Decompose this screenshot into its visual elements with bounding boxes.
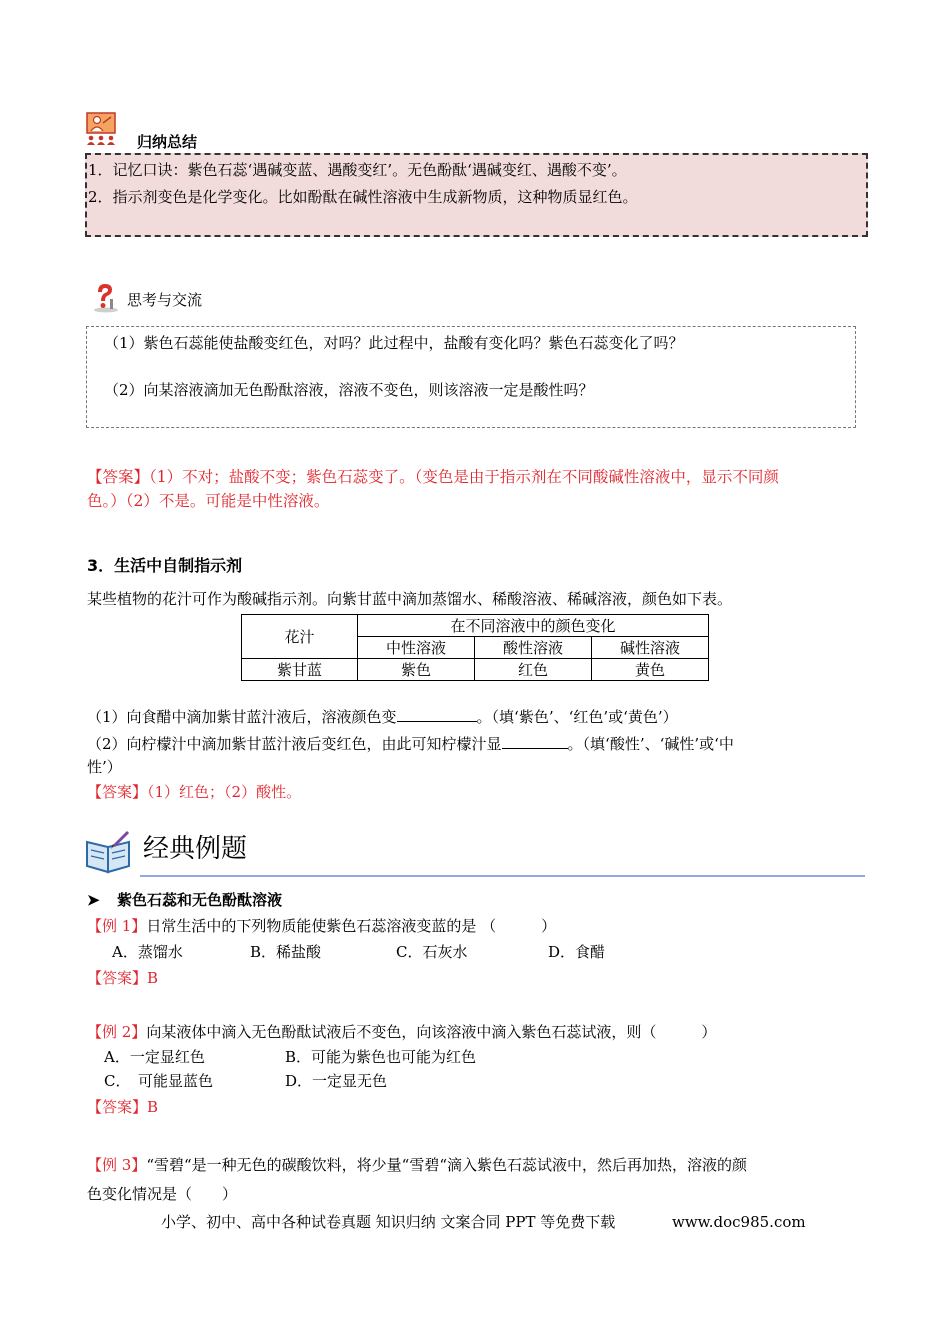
table-cell-alkaline: 黄色 (592, 659, 709, 681)
think-question-2: （2）向某溶液滴加无色酚酞溶液，溶液不变色，则该溶液一定是酸性吗？ (104, 381, 594, 399)
table-row-name: 紫甘蓝 (242, 659, 358, 681)
example-1-option-d: D．食醋 (548, 943, 606, 961)
answer-blank-1[interactable] (397, 706, 477, 722)
example-2-option-d: D．一定显无色 (285, 1072, 388, 1090)
topic-text: 紫色石蕊和无色酚酞溶液 (117, 891, 283, 909)
example-3-question-cont: 色变化情况是（ ） (87, 1185, 238, 1203)
examples-heading: 经典例题 (143, 834, 248, 864)
question-mark-icon (88, 281, 120, 313)
examples-divider (140, 875, 865, 877)
think-answer-line-1: 【答案】（1）不对；盐酸不变；紫色石蕊变了。（变色是由于指示剂在不同酸碱性溶液中，显示不同颜 (87, 468, 779, 486)
think-answer-line-2: 色。）（2）不是。可能是中性溶液。 (87, 492, 330, 510)
table-row-header: 花汁 (242, 615, 358, 659)
example-1-question (87, 916, 556, 936)
example-3-question (87, 1155, 747, 1175)
question-2-text: （2）向柠檬汁中滴加紫甘蓝汁液后变红色，由此可知柠檬汁显 (87, 735, 502, 753)
section-3-question-2 (87, 733, 734, 754)
example-1-option-b: B．稀盐酸 (250, 943, 322, 961)
section-3-answer: 【答案】（1）红色；（2）酸性。 (87, 783, 302, 801)
answer-blank-2[interactable] (502, 733, 568, 749)
example-3-label: 【例 3】 (87, 1156, 147, 1174)
example-2-answer: 【答案】B (87, 1098, 159, 1116)
section-3-heading: 3．生活中自制指示剂 (87, 556, 243, 575)
table-col-acidic: 酸性溶液 (475, 637, 592, 659)
example-2-option-b: B．可能为紫色也可能为红色 (285, 1048, 477, 1066)
color-table (241, 614, 709, 681)
example-2-question (87, 1022, 716, 1042)
summary-line-2: 2．指示剂变色是化学变化。比如酚酞在碱性溶液中生成新物质，这种物质显红色。 (88, 188, 638, 206)
question-1-text: （1）向食醋中滴加紫甘蓝汁液后，溶液颜色变 (87, 708, 397, 726)
table-cell-acidic: 红色 (475, 659, 592, 681)
think-title: 思考与交流 (127, 291, 203, 309)
arrow-bullet-icon: ➤ (87, 891, 100, 909)
think-question-1: （1）紫色石蕊能使盐酸变红色，对吗？此过程中，盐酸有变化吗？紫色石蕊变化了吗？ (104, 334, 684, 352)
example-1-option-c: C．石灰水 (396, 943, 468, 961)
question-1-hint: 。（填‘紫色’、‘红色’或‘黄色’） (476, 708, 678, 726)
section-3-question-2-cont: 性’） (87, 758, 122, 776)
example-3-text: “雪碧“是一种无色的碳酸饮料，将少量“雪碧“滴入紫色石蕊试液中，然后再加热，溶液的颜 (146, 1156, 747, 1174)
question-2-hint: 。（填‘酸性’、‘碱性’或‘中 (567, 735, 734, 753)
footer-text: 小学、初中、高中各种试卷真题 知识归纳 文案合同 PPT 等免费下载 (161, 1213, 616, 1231)
summary-title: 归纳总结 (137, 133, 198, 151)
example-1-answer: 【答案】B (87, 969, 159, 987)
table-col-neutral: 中性溶液 (358, 637, 475, 659)
example-2-text: 向某液体中滴入无色酚酞试液后不变色，向该溶液中滴入紫色石蕊试液，则（ ） (146, 1023, 717, 1041)
examples-topic (87, 890, 282, 910)
example-2-option-a: A．一定显红色 (104, 1048, 205, 1066)
footer-url[interactable]: www.doc985.com (672, 1213, 806, 1231)
table-cell-neutral: 紫色 (358, 659, 475, 681)
example-1-label: 【例 1】 (87, 917, 147, 935)
section-3-question-1 (87, 706, 678, 727)
book-icon (84, 830, 134, 874)
example-2-label: 【例 2】 (87, 1023, 147, 1041)
table-col-alkaline: 碱性溶液 (592, 637, 709, 659)
summary-icon (86, 112, 120, 146)
section-3-intro: 某些植物的花汁可作为酸碱指示剂。向紫甘蓝中滴加蒸馏水、稀酸溶液、稀碱溶液，颜色如下表。 (87, 590, 733, 608)
example-2-option-c: C． 可能显蓝色 (104, 1072, 213, 1090)
table-group-header: 在不同溶液中的颜色变化 (358, 615, 709, 637)
summary-line-1: 1．记忆口诀：紫色石蕊‘遇碱变蓝、遇酸变红’。无色酚酞‘遇碱变红、遇酸不变’。 (88, 161, 627, 179)
example-1-text: 日常生活中的下列物质能使紫色石蕊溶液变蓝的是 （ ） (146, 917, 557, 935)
example-1-option-a: A．蒸馏水 (112, 943, 183, 961)
